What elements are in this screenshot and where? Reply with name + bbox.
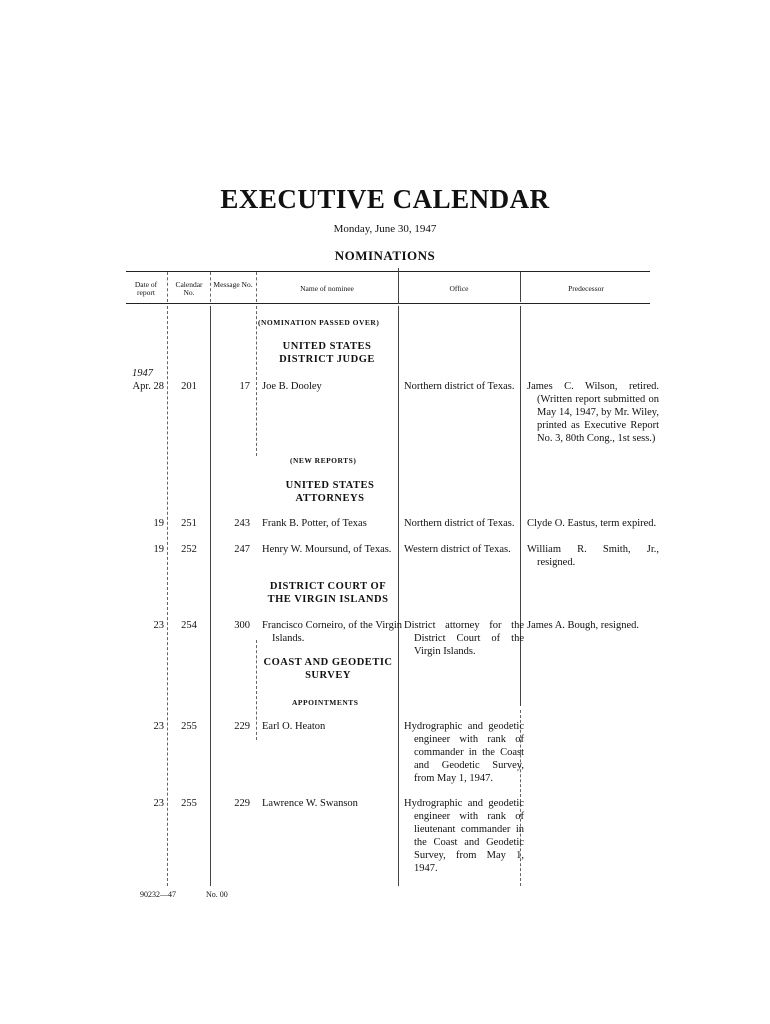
group-label-passed-over: (NOMINATION PASSED OVER) (258, 318, 380, 327)
row-message-no: 243 (234, 518, 250, 529)
row-office: Northern district of Texas. (404, 381, 515, 392)
row-predecessor: James A. Bough, resigned. (527, 620, 639, 631)
row-office: Northern district of Texas. (404, 518, 515, 529)
column-divider-date (167, 306, 168, 886)
table-top-rule (126, 271, 650, 272)
document-date: Monday, June 30, 1947 (333, 223, 437, 235)
row-date: 23 (153, 798, 164, 809)
row-nominee: Earl O. Heaton (262, 721, 326, 732)
header-message-no: Message No. (213, 280, 253, 289)
row-nominee: Joe B. Dooley (262, 381, 322, 392)
header-divider (256, 272, 257, 302)
row-date: 19 (153, 544, 164, 555)
row-calendar-no: 251 (181, 518, 197, 529)
group-heading-virgin-islands: DISTRICT COURT OF THE VIRGIN ISLANDS (267, 581, 389, 605)
row-predecessor: James C. Wilson, retired. (Written report submitted on May 14, 1947, by Mr. Wiley, printed as Executive Report No. 3, 80th Cong., 1st sess.) (527, 381, 659, 444)
row-date: 23 (153, 721, 164, 732)
row-nominee: Frank B. Potter, of Texas (262, 518, 367, 529)
group-label-new-reports: (NEW REPORTS) (290, 456, 357, 465)
row-nominee: Francisco Corneiro, of the Virgin Islands. (262, 620, 402, 644)
document-title: EXECUTIVE CALENDAR (220, 184, 550, 214)
group-label-appointments: APPOINTMENTS (292, 698, 359, 707)
row-date: 23 (153, 620, 164, 631)
row-message-no: 300 (234, 620, 250, 631)
row-calendar-no: 255 (181, 721, 197, 732)
row-predecessor: William R. Smith, Jr., resigned. (527, 544, 659, 568)
header-divider (167, 272, 168, 302)
header-office: Office (449, 284, 469, 293)
row-calendar-no: 254 (181, 620, 197, 631)
header-predecessor: Predecessor (568, 284, 604, 293)
group-heading-coast-survey: COAST AND GEODETIC SURVEY (263, 657, 393, 681)
row-message-no: 17 (239, 381, 250, 392)
group-heading-attorneys: UNITED STATES ATTORNEYS (285, 480, 375, 504)
row-calendar-no: 255 (181, 798, 197, 809)
column-divider-calendar (210, 306, 211, 886)
row-office: Hydrographic and geodetic engineer with rank of commander in the Coast and Geodetic Survey, from May 1, 1947. (404, 721, 524, 784)
header-divider (398, 268, 399, 304)
row-calendar-no: 252 (181, 544, 197, 555)
group-heading-district-judge: UNITED STATES DISTRICT JUDGE (279, 341, 375, 365)
header-divider (520, 272, 521, 302)
header-name-of-nominee: Name of nominee (300, 284, 354, 293)
row-predecessor: Clyde O. Eastus, term expired. (527, 518, 657, 529)
header-date-of-report: Date of report (134, 280, 158, 297)
footer-number: No. 00 (206, 890, 228, 899)
row-year: 1947 (132, 368, 153, 379)
table-header-rule (126, 303, 650, 304)
column-divider-message (256, 640, 257, 740)
row-message-no: 229 (234, 798, 250, 809)
row-office: District attorney for the District Court of the Virgin Islands. (404, 620, 524, 657)
row-message-no: 229 (234, 721, 250, 732)
column-divider-name (398, 306, 399, 886)
row-date: Apr. 28 (132, 381, 164, 392)
row-nominee: Henry W. Moursund, of Texas. (262, 544, 392, 555)
row-date: 19 (153, 518, 164, 529)
column-divider-message (256, 306, 257, 456)
row-calendar-no: 201 (181, 381, 197, 392)
header-divider (210, 272, 211, 302)
footer-print-code: 90232—47 (140, 890, 176, 899)
row-nominee: Lawrence W. Swanson (262, 798, 358, 809)
section-title: NOMINATIONS (334, 248, 436, 263)
row-office: Hydrographic and geodetic engineer with rank of lieutenant commander in the Coast and Geodetic Survey, from May 1, 1947. (404, 798, 524, 874)
header-calendar-no: Calendar No. (175, 280, 203, 297)
row-office: Western district of Texas. (404, 544, 511, 555)
row-message-no: 247 (234, 544, 250, 555)
